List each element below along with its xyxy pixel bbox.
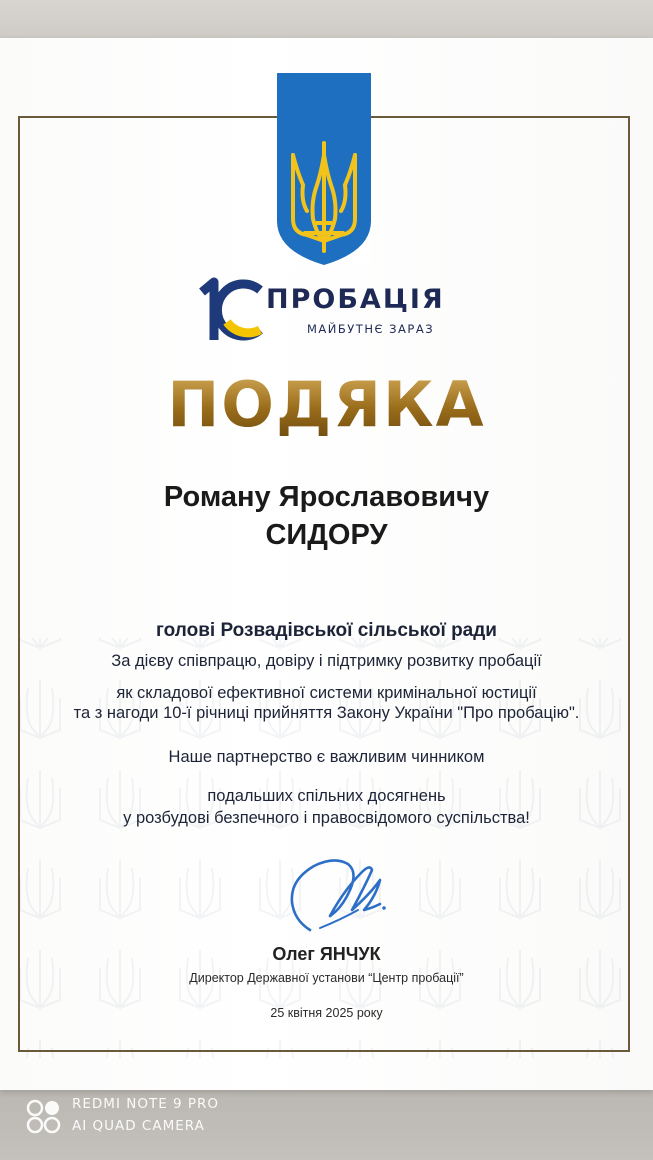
- probation-logo: [196, 274, 466, 344]
- coat-of-arms-icon: [277, 73, 371, 265]
- recipient-position: голові Розвадівської сільської ради: [156, 620, 497, 641]
- body-line: За дієву співпрацю, довіру і підтримку розвитку пробації: [111, 652, 542, 670]
- body-line: у розбудові безпечного і правосвідомого суспільства!: [123, 809, 530, 827]
- signer-title: Директор Державної установи “Центр пробації”: [189, 971, 464, 985]
- body-line: та з нагоди 10-ї річниці прийняття Закону України "Про пробацію".: [73, 704, 580, 722]
- logo-wordmark: ПРОБАЦІЯ: [266, 284, 445, 315]
- body-line: Наше партнерство є важливим чинником: [168, 748, 485, 766]
- issue-date: 25 квітня 2025 року: [270, 1006, 383, 1020]
- logo-tagline: МАЙБУТНЄ ЗАРАЗ: [307, 322, 435, 336]
- camera-watermark: [26, 1094, 286, 1138]
- probation-10-mark: [196, 274, 266, 344]
- body-line: як складової ефективної системи кримінальної юстиції: [116, 684, 537, 702]
- camera-label: AI QUAD CAMERA: [72, 1118, 205, 1134]
- certificate-paper: [0, 38, 653, 1090]
- body-line: подальших спільних досягнень: [207, 787, 446, 805]
- signature: [280, 850, 390, 942]
- signer-name: Олег ЯНЧУК: [272, 944, 381, 964]
- camera-dots-icon: [26, 1098, 62, 1134]
- camera-model: REDMI NOTE 9 PRO: [72, 1096, 220, 1112]
- recipient-name: Роману Ярославовичу: [163, 481, 490, 513]
- certificate-heading: ПОДЯКА: [0, 368, 653, 441]
- recipient-surname: СИДОРУ: [265, 519, 388, 551]
